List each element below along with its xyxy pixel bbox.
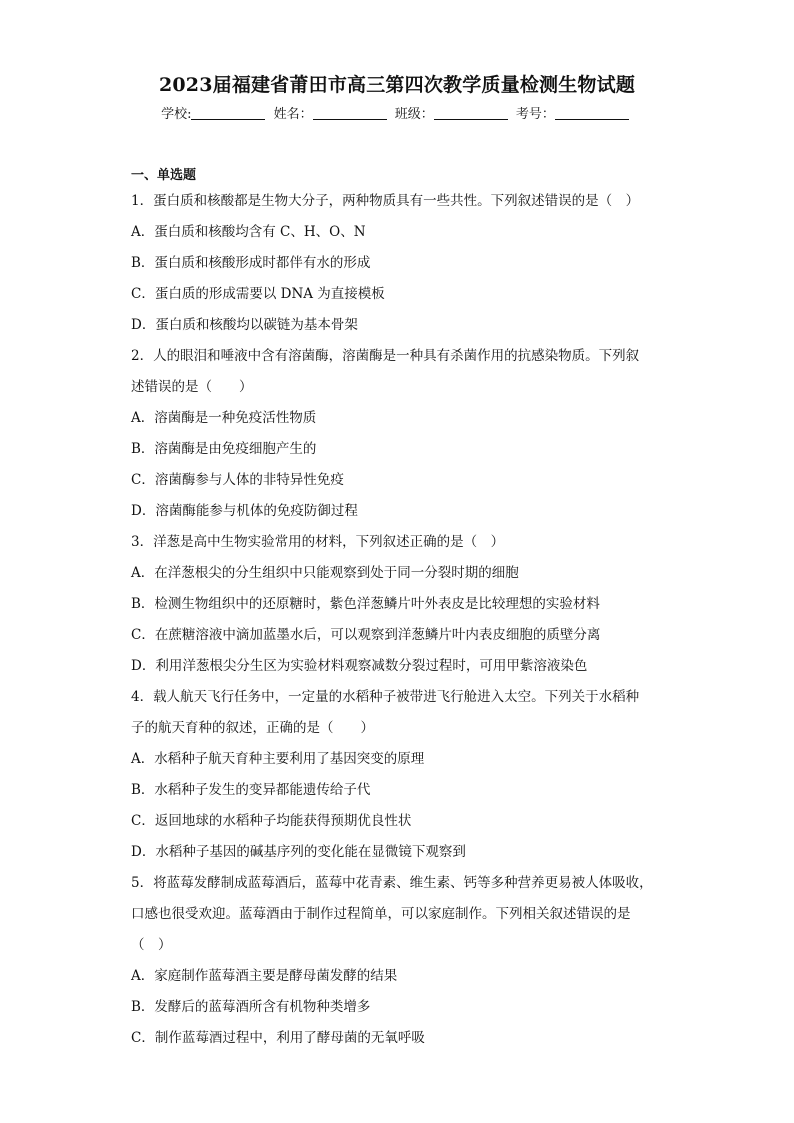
name-blank[interactable] (313, 107, 387, 120)
section-heading: 一、单选题 (131, 168, 197, 183)
question-stem-cont: 子的航天育种的叙述，正确的是（ ） (131, 720, 374, 736)
option-b: B．水稻种子发生的变异都能遗传给子代 (131, 782, 371, 798)
option-a: A．水稻种子航天育种主要利用了基因突变的原理 (131, 751, 425, 767)
school-blank[interactable] (191, 107, 265, 120)
question-list (131, 166, 661, 1054)
question-stem-cont: （ ） (131, 937, 172, 953)
class-blank[interactable] (434, 107, 508, 120)
question-stem: 2．人的眼泪和唾液中含有溶菌酶，溶菌酶是一种具有杀菌作用的抗感染物质。下列叙 (131, 348, 640, 364)
exam-number-blank[interactable] (555, 107, 629, 120)
option-d: D．利用洋葱根尖分生区为实验材料观察减数分裂过程时，可用甲紫溶液染色 (131, 658, 588, 674)
page-title: 2023届福建省莆田市高三第四次教学质量检测生物试题 (158, 74, 636, 96)
question-1 (131, 186, 661, 341)
option-b: B．发酵后的蓝莓酒所含有机物种类增多 (131, 999, 371, 1015)
option-a: A．在洋葱根尖的分生组织中只能观察到处于同一分裂时期的细胞 (131, 565, 519, 581)
exam-number-label: 考号： (515, 107, 555, 122)
question-stem-cont: 述错误的是（ ） (131, 379, 253, 395)
option-b: B．蛋白质和核酸形成时都伴有水的形成 (131, 255, 371, 271)
question-stem: 4．载人航天飞行任务中，一定量的水稻种子被带进飞行舱进入太空。下列关于水稻种 (131, 689, 640, 705)
option-d: D．蛋白质和核酸均以碳链为基本骨架 (131, 317, 358, 333)
option-d: D．水稻种子基因的碱基序列的变化能在显微镜下观察到 (131, 844, 466, 860)
question-stem: 5．将蓝莓发酵制成蓝莓酒后，蓝莓中花青素、维生素、钙等多种营养更易被人体吸收， (131, 875, 653, 891)
option-a: A．溶菌酶是一种免疫活性物质 (131, 410, 317, 426)
option-a: A．蛋白质和核酸均含有 C、H、O、N (131, 224, 366, 240)
option-b: B．检测生物组织中的还原糖时，紫色洋葱鳞片叶外表皮是比较理想的实验材料 (131, 596, 600, 612)
option-b: B．溶菌酶是由免疫细胞产生的 (131, 441, 317, 457)
question-2 (131, 341, 661, 527)
option-c: C．返回地球的水稻种子均能获得预期优良性状 (131, 813, 412, 829)
question-stem: 3．洋葱是高中生物实验常用的材料，下列叙述正确的是（ ） (131, 534, 505, 550)
question-5 (131, 868, 661, 1054)
school-label: 学校: (161, 107, 192, 122)
name-label: 姓名： (273, 107, 313, 122)
question-stem: 1．蛋白质和核酸都是生物大分子，两种物质具有一些共性。下列叙述错误的是（ ） (131, 193, 640, 209)
question-3 (131, 527, 661, 682)
option-c: C．在蔗糖溶液中滴加蓝墨水后，可以观察到洋葱鳞片叶内表皮细胞的质壁分离 (131, 627, 601, 643)
question-4 (131, 682, 661, 868)
option-c: C．制作蓝莓酒过程中，利用了酵母菌的无氧呼吸 (131, 1030, 425, 1046)
question-stem-cont: 口感也很受欢迎。蓝莓酒由于制作过程简单，可以家庭制作。下列相关叙述错误的是 (131, 906, 631, 922)
option-c: C．溶菌酶参与人体的非特异性免疫 (131, 472, 344, 488)
student-info-row (0, 103, 794, 122)
class-label: 班级： (394, 107, 434, 122)
option-d: D．溶菌酶能参与机体的免疫防御过程 (131, 503, 358, 519)
option-a: A．家庭制作蓝莓酒主要是酵母菌发酵的结果 (131, 968, 398, 984)
option-c: C．蛋白质的形成需要以 DNA 为直接模板 (131, 286, 385, 302)
